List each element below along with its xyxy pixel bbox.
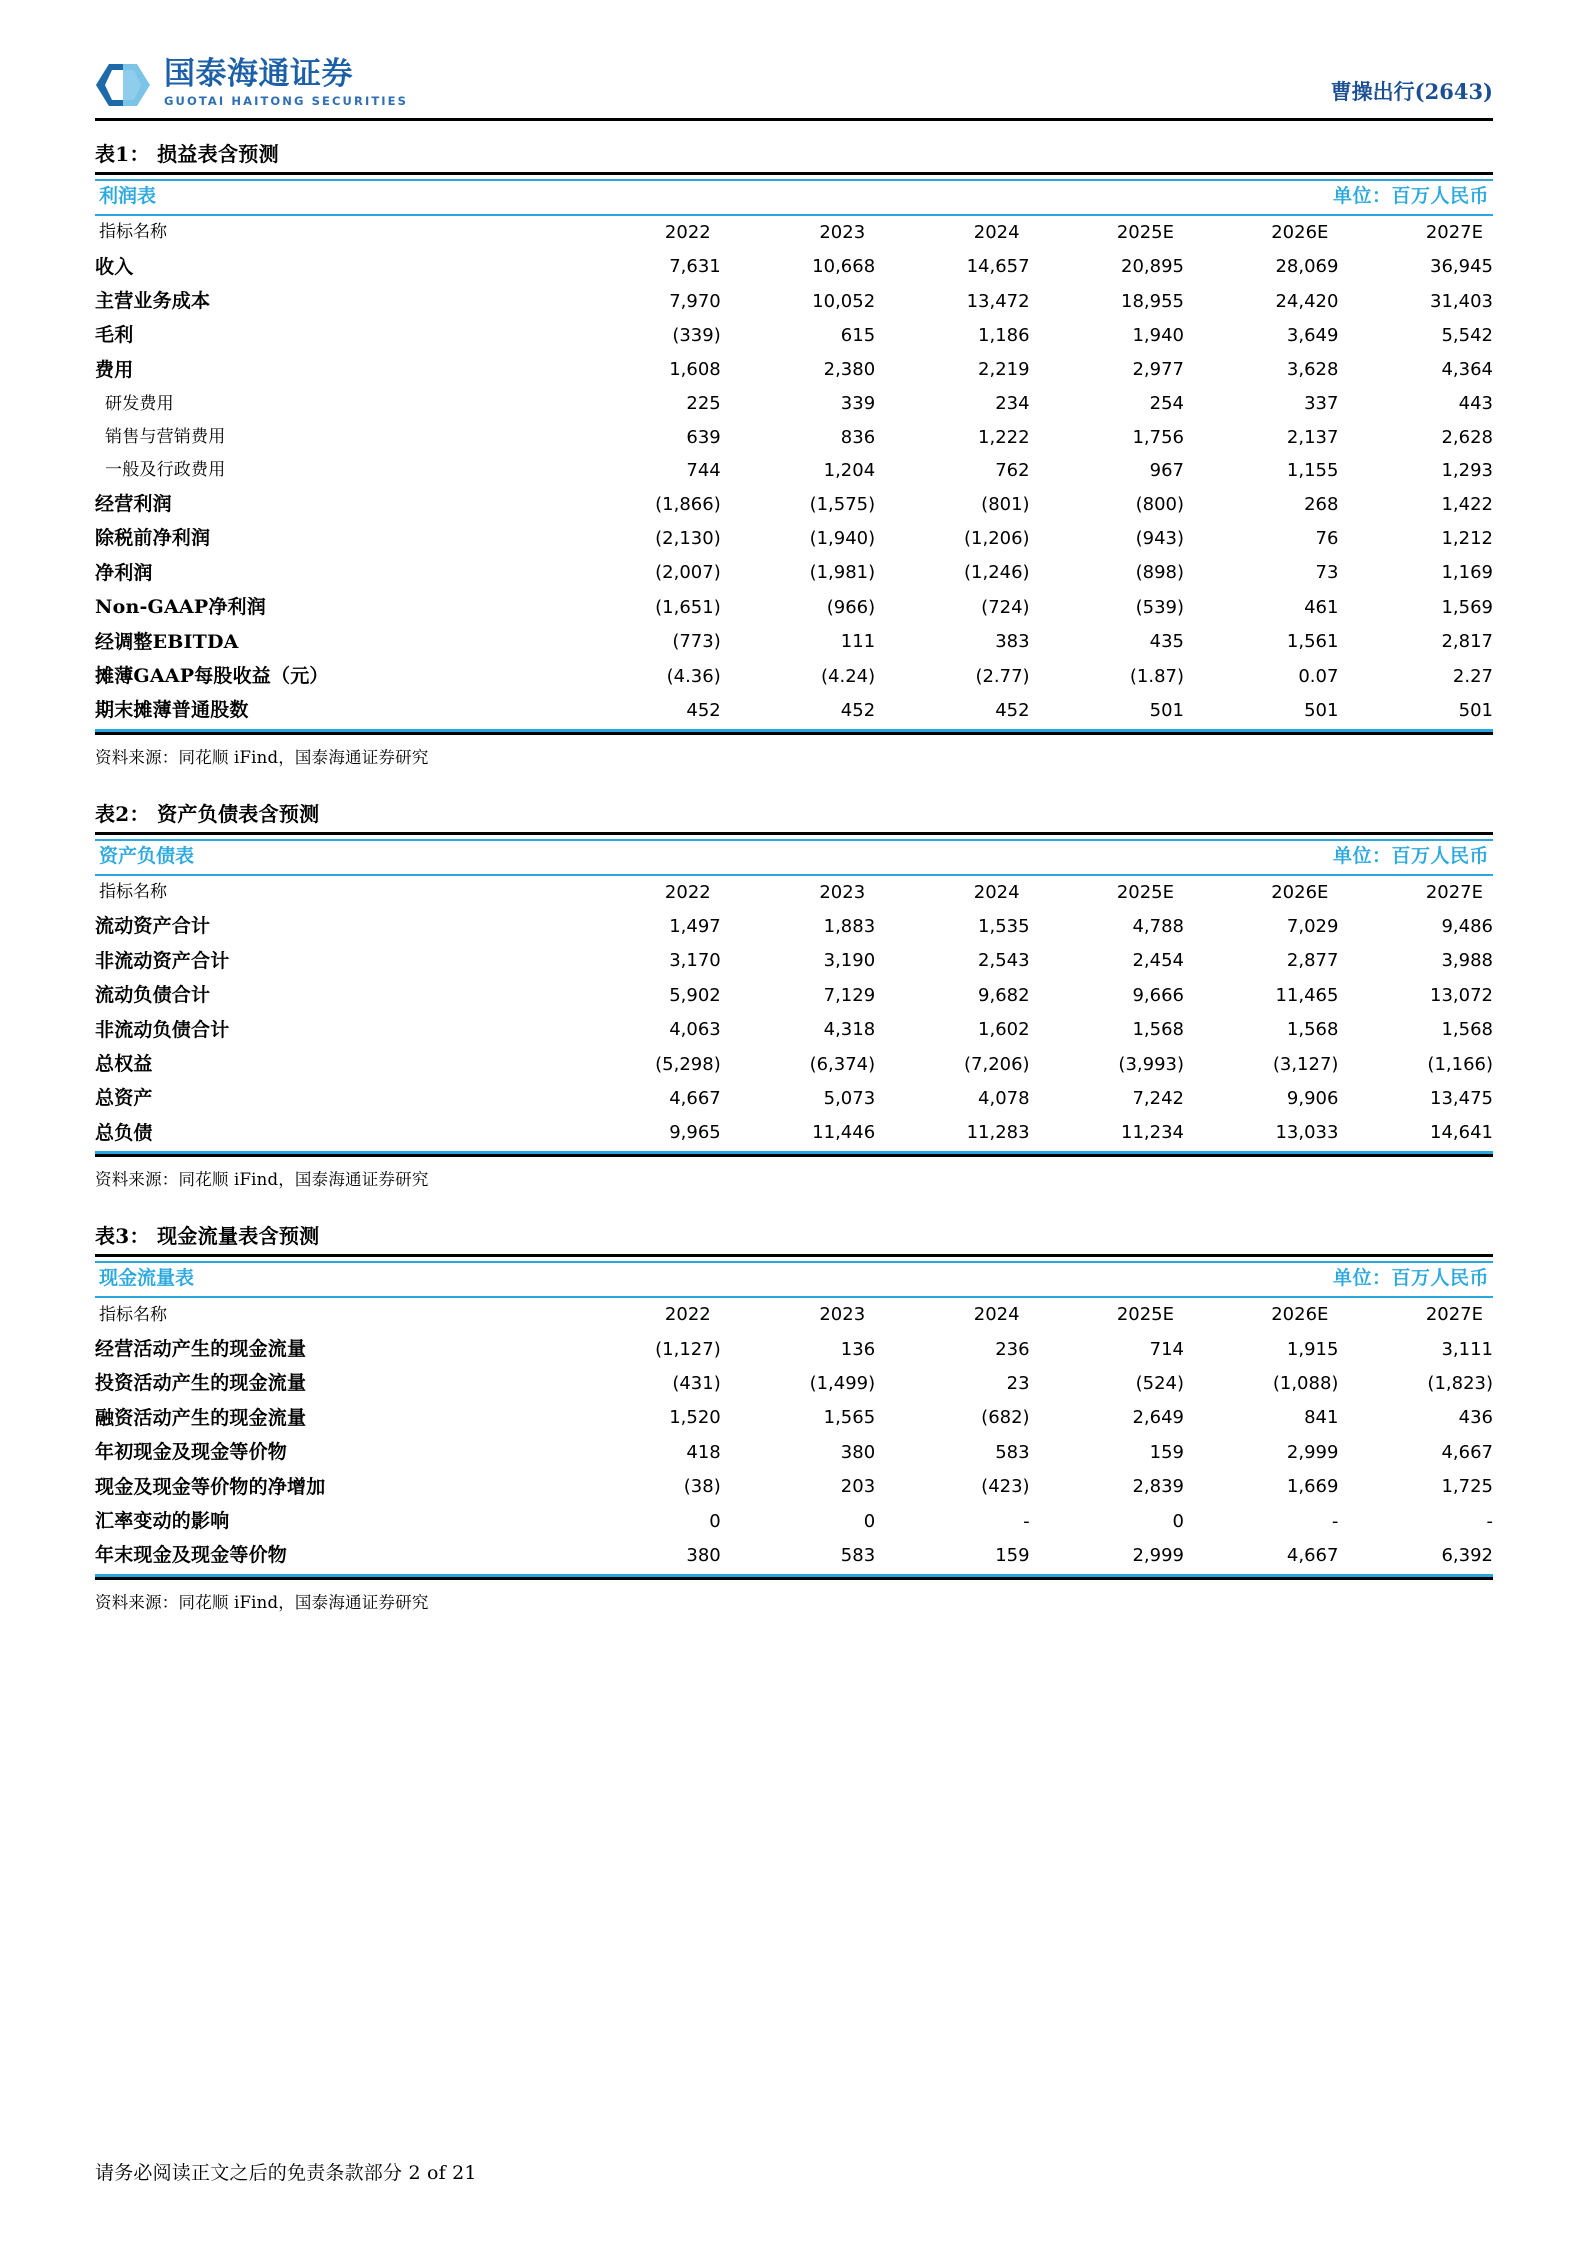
row-value: 1,497 xyxy=(669,916,721,938)
row-value: 1,608 xyxy=(669,359,721,381)
row-label: 毛利 xyxy=(95,324,134,347)
table-block xyxy=(95,802,1493,1190)
row-value: (1,981) xyxy=(809,562,876,584)
row-value: 9,666 xyxy=(1132,984,1184,1006)
row-value: 0 xyxy=(863,1510,876,1532)
row-value: (5,298) xyxy=(655,1053,721,1075)
row-value: 4,788 xyxy=(1132,916,1184,938)
row-value: (801) xyxy=(981,493,1030,515)
row-value: 5,542 xyxy=(1441,325,1493,347)
row-value: 1,915 xyxy=(1286,1338,1339,1360)
row-value: (724) xyxy=(981,596,1030,618)
row-label: 非流动负债合计 xyxy=(95,1018,230,1041)
row-value: 967 xyxy=(1149,459,1184,481)
table-row xyxy=(95,353,1493,387)
table-row xyxy=(95,556,1493,590)
column-header-year: 2024 xyxy=(973,221,1020,243)
row-value: 1,222 xyxy=(978,426,1030,448)
column-header-year: 2026E xyxy=(1271,1304,1329,1326)
row-value: (800) xyxy=(1135,493,1184,515)
row-value: 2,817 xyxy=(1441,631,1493,653)
row-value: 1,883 xyxy=(823,916,876,938)
row-value: 11,465 xyxy=(1275,984,1339,1006)
column-header-year: 2027E xyxy=(1425,881,1483,903)
row-value: 20,895 xyxy=(1121,256,1184,278)
table-row xyxy=(95,659,1493,693)
row-value: 18,955 xyxy=(1121,290,1184,312)
row-value: (1.87) xyxy=(1129,665,1184,687)
table-column-header-row xyxy=(95,1297,1493,1332)
row-value: (966) xyxy=(826,596,876,618)
row-value: (3,993) xyxy=(1118,1053,1184,1075)
row-value: 2,999 xyxy=(1030,1538,1184,1575)
column-header-year: 2024 xyxy=(973,1304,1020,1326)
row-value: 583 xyxy=(995,1441,1030,1463)
row-value: 3,628 xyxy=(1286,359,1339,381)
row-value: (6,374) xyxy=(809,1053,876,1075)
row-value: 418 xyxy=(686,1441,721,1463)
row-value: 13,072 xyxy=(1430,984,1493,1006)
column-header-index-name: 指标名称 xyxy=(99,222,167,243)
table-band-title: 利润表 xyxy=(95,180,566,215)
table-row xyxy=(95,1470,1493,1504)
row-value: (2,130) xyxy=(655,527,721,549)
row-value: 1,204 xyxy=(823,459,876,481)
table-unit-label: 单位：百万人民币 xyxy=(566,840,1493,875)
caption-divider xyxy=(95,172,1493,175)
row-value: 1,186 xyxy=(978,325,1030,347)
table-caption: 表3： 现金流量表含预测 xyxy=(95,1224,320,1249)
row-value: 2,628 xyxy=(1441,426,1493,448)
row-value: (682) xyxy=(981,1407,1030,1429)
column-header-year: 2027E xyxy=(1425,1304,1483,1326)
page-header xyxy=(95,0,1493,112)
row-value: 744 xyxy=(686,459,721,481)
table-caption: 表2： 资产负债表含预测 xyxy=(95,801,320,826)
row-value: 2,137 xyxy=(1286,426,1339,448)
row-value: 7,970 xyxy=(669,290,721,312)
row-value: 4,667 xyxy=(1441,1441,1493,1463)
column-header-year: 2025E xyxy=(1116,1304,1174,1326)
table-header-band xyxy=(95,840,1493,875)
row-label: 年初现金及现金等价物 xyxy=(95,1441,288,1464)
row-value: 762 xyxy=(995,459,1030,481)
column-header-year: 2025E xyxy=(1116,221,1174,243)
row-value: 836 xyxy=(840,426,876,448)
table-row xyxy=(95,387,1493,420)
row-value: (423) xyxy=(981,1476,1030,1498)
table-column-header-row xyxy=(95,875,1493,910)
row-value: (524) xyxy=(1135,1372,1184,1394)
row-value: 28,069 xyxy=(1275,256,1339,278)
table-source-note: 资料来源：同花顺 iFind，国泰海通证券研究 xyxy=(95,1592,429,1612)
row-value: 1,940 xyxy=(1132,325,1184,347)
row-value: 501 xyxy=(1338,693,1493,730)
row-value: 203 xyxy=(840,1476,876,1498)
column-header-year: 2024 xyxy=(973,881,1020,903)
row-value: 7,242 xyxy=(1132,1088,1184,1110)
row-label: 费用 xyxy=(95,358,134,381)
table-caption: 表1： 损益表含预测 xyxy=(95,142,279,166)
row-value: 461 xyxy=(1304,596,1339,618)
row-value: (1,823) xyxy=(1427,1372,1493,1394)
table-row xyxy=(95,250,1493,284)
row-value: 13,033 xyxy=(1184,1116,1338,1153)
row-value: 3,170 xyxy=(669,950,721,972)
row-value: 0 xyxy=(709,1510,721,1532)
row-value: 1,155 xyxy=(1286,459,1339,481)
table-row xyxy=(95,1116,1493,1153)
row-value: 76 xyxy=(1315,527,1339,549)
row-value: 1,568 xyxy=(1286,1019,1339,1041)
row-value: 339 xyxy=(840,393,876,415)
financial-table xyxy=(95,179,1493,732)
row-value: 2,454 xyxy=(1132,950,1184,972)
brand-name-cn: 国泰海通证券 xyxy=(164,56,353,93)
row-value: 36,945 xyxy=(1430,256,1493,278)
row-value: 14,657 xyxy=(966,256,1030,278)
row-value: (1,246) xyxy=(964,562,1030,584)
row-value: 23 xyxy=(1006,1372,1030,1394)
row-value: 841 xyxy=(1304,1407,1339,1429)
table-row xyxy=(95,978,1493,1012)
row-value: (3,127) xyxy=(1272,1053,1339,1075)
row-value: 0 xyxy=(1172,1510,1184,1532)
table-row xyxy=(95,1435,1493,1469)
table-band-title: 现金流量表 xyxy=(95,1262,566,1297)
row-value: 4,667 xyxy=(669,1088,721,1110)
row-value: 159 xyxy=(1149,1441,1184,1463)
row-value: (2.77) xyxy=(975,665,1030,687)
table-row xyxy=(95,693,1493,730)
column-header-year: 2023 xyxy=(819,221,866,243)
guotai-haitong-hexagon-logo-icon xyxy=(95,61,151,109)
row-value: (943) xyxy=(1135,527,1184,549)
row-value: 1,568 xyxy=(1441,1019,1493,1041)
row-value: 1,725 xyxy=(1441,1476,1493,1498)
table-row xyxy=(95,1504,1493,1538)
header-divider xyxy=(95,118,1493,121)
row-label: 收入 xyxy=(95,255,134,278)
row-value: - xyxy=(1486,1510,1493,1532)
row-value: 1,565 xyxy=(823,1407,876,1429)
row-value: 1,535 xyxy=(978,916,1030,938)
row-label: 除税前净利润 xyxy=(95,527,211,550)
row-value: 1,293 xyxy=(1441,459,1493,481)
row-label: 期末摊薄普通股数 xyxy=(95,693,566,730)
row-label: 经营利润 xyxy=(95,492,172,515)
row-value: 383 xyxy=(995,631,1030,653)
row-value: 380 xyxy=(566,1538,720,1575)
row-label: 非流动资产合计 xyxy=(95,949,230,972)
row-value: (4.24) xyxy=(821,665,876,687)
row-value: (898) xyxy=(1135,562,1184,584)
row-value: 2,877 xyxy=(1286,950,1339,972)
stock-title: 曹操出行(2643) xyxy=(1330,79,1493,104)
column-header-year: 2026E xyxy=(1271,221,1329,243)
column-header-year: 2023 xyxy=(819,881,866,903)
row-value: 4,667 xyxy=(1184,1538,1338,1575)
table-row xyxy=(95,944,1493,978)
row-value: (7,206) xyxy=(964,1053,1030,1075)
row-value: (2,007) xyxy=(655,562,721,584)
row-label: 现金及现金等价物的净增加 xyxy=(95,1475,326,1498)
row-value: 3,190 xyxy=(823,950,876,972)
row-value: 443 xyxy=(1458,393,1493,415)
row-value: 2,999 xyxy=(1286,1441,1339,1463)
page-footer: 请务必阅读正文之后的免责条款部分 2 of 21 xyxy=(95,2162,477,2184)
row-value: 3,649 xyxy=(1286,325,1339,347)
table-row xyxy=(95,284,1493,318)
row-value: 11,234 xyxy=(1030,1116,1184,1153)
row-value: 4,364 xyxy=(1441,359,1493,381)
row-value: (773) xyxy=(672,631,721,653)
table-block xyxy=(95,142,1493,768)
row-value: 4,078 xyxy=(978,1088,1030,1110)
row-label: 主营业务成本 xyxy=(95,290,211,313)
row-label: 一般及行政费用 xyxy=(105,460,226,481)
row-value: 5,073 xyxy=(823,1088,876,1110)
row-value: 4,063 xyxy=(669,1019,721,1041)
brand-logo xyxy=(95,58,408,112)
row-value: 236 xyxy=(995,1338,1030,1360)
caption-divider xyxy=(95,1254,1493,1257)
row-value: 501 xyxy=(1184,693,1338,730)
row-value: 10,668 xyxy=(812,256,876,278)
row-value: 14,641 xyxy=(1338,1116,1493,1153)
row-value: 435 xyxy=(1149,631,1184,653)
table-row xyxy=(95,1013,1493,1047)
row-value: 1,568 xyxy=(1132,1019,1184,1041)
table-column-header-row xyxy=(95,215,1493,250)
row-value: (1,166) xyxy=(1427,1053,1493,1075)
row-value: 1,602 xyxy=(978,1019,1030,1041)
row-value: 4,318 xyxy=(823,1019,876,1041)
row-value: 2,219 xyxy=(978,359,1030,381)
caption-divider xyxy=(95,832,1493,835)
row-value: 254 xyxy=(1149,393,1184,415)
row-label: 年末现金及现金等价物 xyxy=(95,1538,566,1575)
table-row xyxy=(95,454,1493,487)
table-block xyxy=(95,1224,1493,1612)
row-value: 452 xyxy=(566,693,720,730)
row-value: 234 xyxy=(995,393,1030,415)
row-value: 7,129 xyxy=(823,984,876,1006)
row-label: 投资活动产生的现金流量 xyxy=(95,1372,307,1395)
table-source-note: 资料来源：同花顺 iFind，国泰海通证券研究 xyxy=(95,747,429,767)
row-value: 452 xyxy=(721,693,875,730)
column-header-year: 2026E xyxy=(1271,881,1329,903)
financial-table xyxy=(95,1261,1493,1576)
row-value: 452 xyxy=(875,693,1029,730)
column-header-year: 2022 xyxy=(664,881,711,903)
financial-table xyxy=(95,839,1493,1154)
table-header-band xyxy=(95,180,1493,215)
row-value: (1,206) xyxy=(964,527,1030,549)
row-value: 10,052 xyxy=(812,290,876,312)
table-row xyxy=(95,1332,1493,1366)
row-value: 225 xyxy=(686,393,721,415)
row-value: 501 xyxy=(1030,693,1184,730)
row-value: 380 xyxy=(840,1441,876,1463)
tables-container xyxy=(95,142,1493,1613)
row-value: 2,380 xyxy=(823,359,876,381)
row-value: - xyxy=(1023,1510,1030,1532)
table-header-band xyxy=(95,1262,1493,1297)
row-value: 3,988 xyxy=(1441,950,1493,972)
row-value: 2,839 xyxy=(1132,1476,1184,1498)
row-value: 1,212 xyxy=(1441,527,1493,549)
row-value: 1,669 xyxy=(1286,1476,1339,1498)
row-label: 经营活动产生的现金流量 xyxy=(95,1337,307,1360)
row-label: 汇率变动的影响 xyxy=(95,1509,230,1532)
row-value: (1,651) xyxy=(655,596,721,618)
row-value: 9,486 xyxy=(1441,916,1493,938)
row-value: 7,631 xyxy=(669,256,721,278)
row-value: (1,866) xyxy=(655,493,721,515)
table-unit-label: 单位：百万人民币 xyxy=(566,180,1493,215)
row-value: 2,977 xyxy=(1132,359,1184,381)
row-value: 2,649 xyxy=(1132,1407,1184,1429)
table-row xyxy=(95,421,1493,454)
column-header-index-name: 指标名称 xyxy=(99,882,167,903)
row-value: (38) xyxy=(683,1476,721,1498)
row-label: Non-GAAP净利润 xyxy=(95,596,266,619)
row-label: 总负债 xyxy=(95,1116,566,1153)
column-header-year: 2022 xyxy=(664,1304,711,1326)
row-value: 3,111 xyxy=(1441,1338,1493,1360)
row-value: 1,569 xyxy=(1441,596,1493,618)
table-row xyxy=(95,590,1493,624)
row-value: 111 xyxy=(840,631,876,653)
row-label: 融资活动产生的现金流量 xyxy=(95,1406,307,1429)
row-label: 摊薄GAAP每股收益（元） xyxy=(95,665,329,687)
row-value: (1,499) xyxy=(809,1372,876,1394)
row-label: 销售与营销费用 xyxy=(105,427,226,448)
row-value: 1,422 xyxy=(1441,493,1493,515)
row-value: 136 xyxy=(840,1338,876,1360)
column-header-year: 2022 xyxy=(664,221,711,243)
row-value: 268 xyxy=(1304,493,1339,515)
row-value: (1,575) xyxy=(809,493,876,515)
row-label: 净利润 xyxy=(95,561,153,584)
row-value: 639 xyxy=(686,426,721,448)
row-value: (1,088) xyxy=(1272,1372,1339,1394)
row-value: 1,756 xyxy=(1132,426,1184,448)
row-value: 24,420 xyxy=(1275,290,1339,312)
row-value: 714 xyxy=(1149,1338,1184,1360)
row-value: (539) xyxy=(1135,596,1184,618)
row-value: 73 xyxy=(1315,562,1339,584)
table-row xyxy=(95,521,1493,555)
row-value: 6,392 xyxy=(1338,1538,1493,1575)
column-header-year: 2027E xyxy=(1425,221,1483,243)
row-label: 经调整EBITDA xyxy=(95,630,239,653)
row-label: 流动负债合计 xyxy=(95,984,211,1007)
row-value: (339) xyxy=(672,325,721,347)
row-label: 总权益 xyxy=(95,1053,153,1076)
table-row xyxy=(95,1538,1493,1575)
row-value: 11,283 xyxy=(875,1116,1029,1153)
row-value: 2,543 xyxy=(978,950,1030,972)
table-row xyxy=(95,1081,1493,1115)
row-value: 159 xyxy=(875,1538,1029,1575)
row-value: 9,965 xyxy=(566,1116,720,1153)
table-row xyxy=(95,625,1493,659)
row-value: 11,446 xyxy=(721,1116,875,1153)
row-label: 流动资产合计 xyxy=(95,915,211,938)
brand-name-en: GUOTAI HAITONG SECURITIES xyxy=(164,93,408,108)
row-value: 7,029 xyxy=(1286,916,1339,938)
row-value: (431) xyxy=(672,1372,721,1394)
column-header-year: 2023 xyxy=(819,1304,866,1326)
table-row xyxy=(95,1401,1493,1435)
row-value: 337 xyxy=(1304,393,1339,415)
row-value: 615 xyxy=(840,325,876,347)
column-header-index-name: 指标名称 xyxy=(99,1304,167,1325)
row-value: 13,472 xyxy=(966,290,1030,312)
row-label: 研发费用 xyxy=(105,393,174,414)
row-value: 1,520 xyxy=(669,1407,721,1429)
table-source-note: 资料来源：同花顺 iFind，国泰海通证券研究 xyxy=(95,1170,429,1190)
row-value: 583 xyxy=(721,1538,875,1575)
table-unit-label: 单位：百万人民币 xyxy=(566,1262,1493,1297)
row-value: (1,127) xyxy=(655,1338,721,1360)
table-row xyxy=(95,909,1493,943)
table-row xyxy=(95,487,1493,521)
row-value: 31,403 xyxy=(1430,290,1493,312)
row-value: 0.07 xyxy=(1298,665,1339,687)
table-row xyxy=(95,1366,1493,1400)
row-value: 5,902 xyxy=(669,984,721,1006)
row-value: - xyxy=(1331,1510,1339,1532)
row-value: (4.36) xyxy=(666,665,721,687)
row-value: 1,169 xyxy=(1441,562,1493,584)
row-value: 436 xyxy=(1458,1407,1493,1429)
row-value: 13,475 xyxy=(1430,1088,1493,1110)
table-row xyxy=(95,1047,1493,1081)
table-row xyxy=(95,318,1493,352)
row-value: 1,561 xyxy=(1286,631,1339,653)
row-value: (1,940) xyxy=(809,527,876,549)
row-value: 9,906 xyxy=(1286,1088,1339,1110)
table-band-title: 资产负债表 xyxy=(95,840,566,875)
column-header-year: 2025E xyxy=(1116,881,1174,903)
row-value: 9,682 xyxy=(978,984,1030,1006)
row-label: 总资产 xyxy=(95,1087,153,1110)
row-value: 2.27 xyxy=(1452,665,1493,687)
